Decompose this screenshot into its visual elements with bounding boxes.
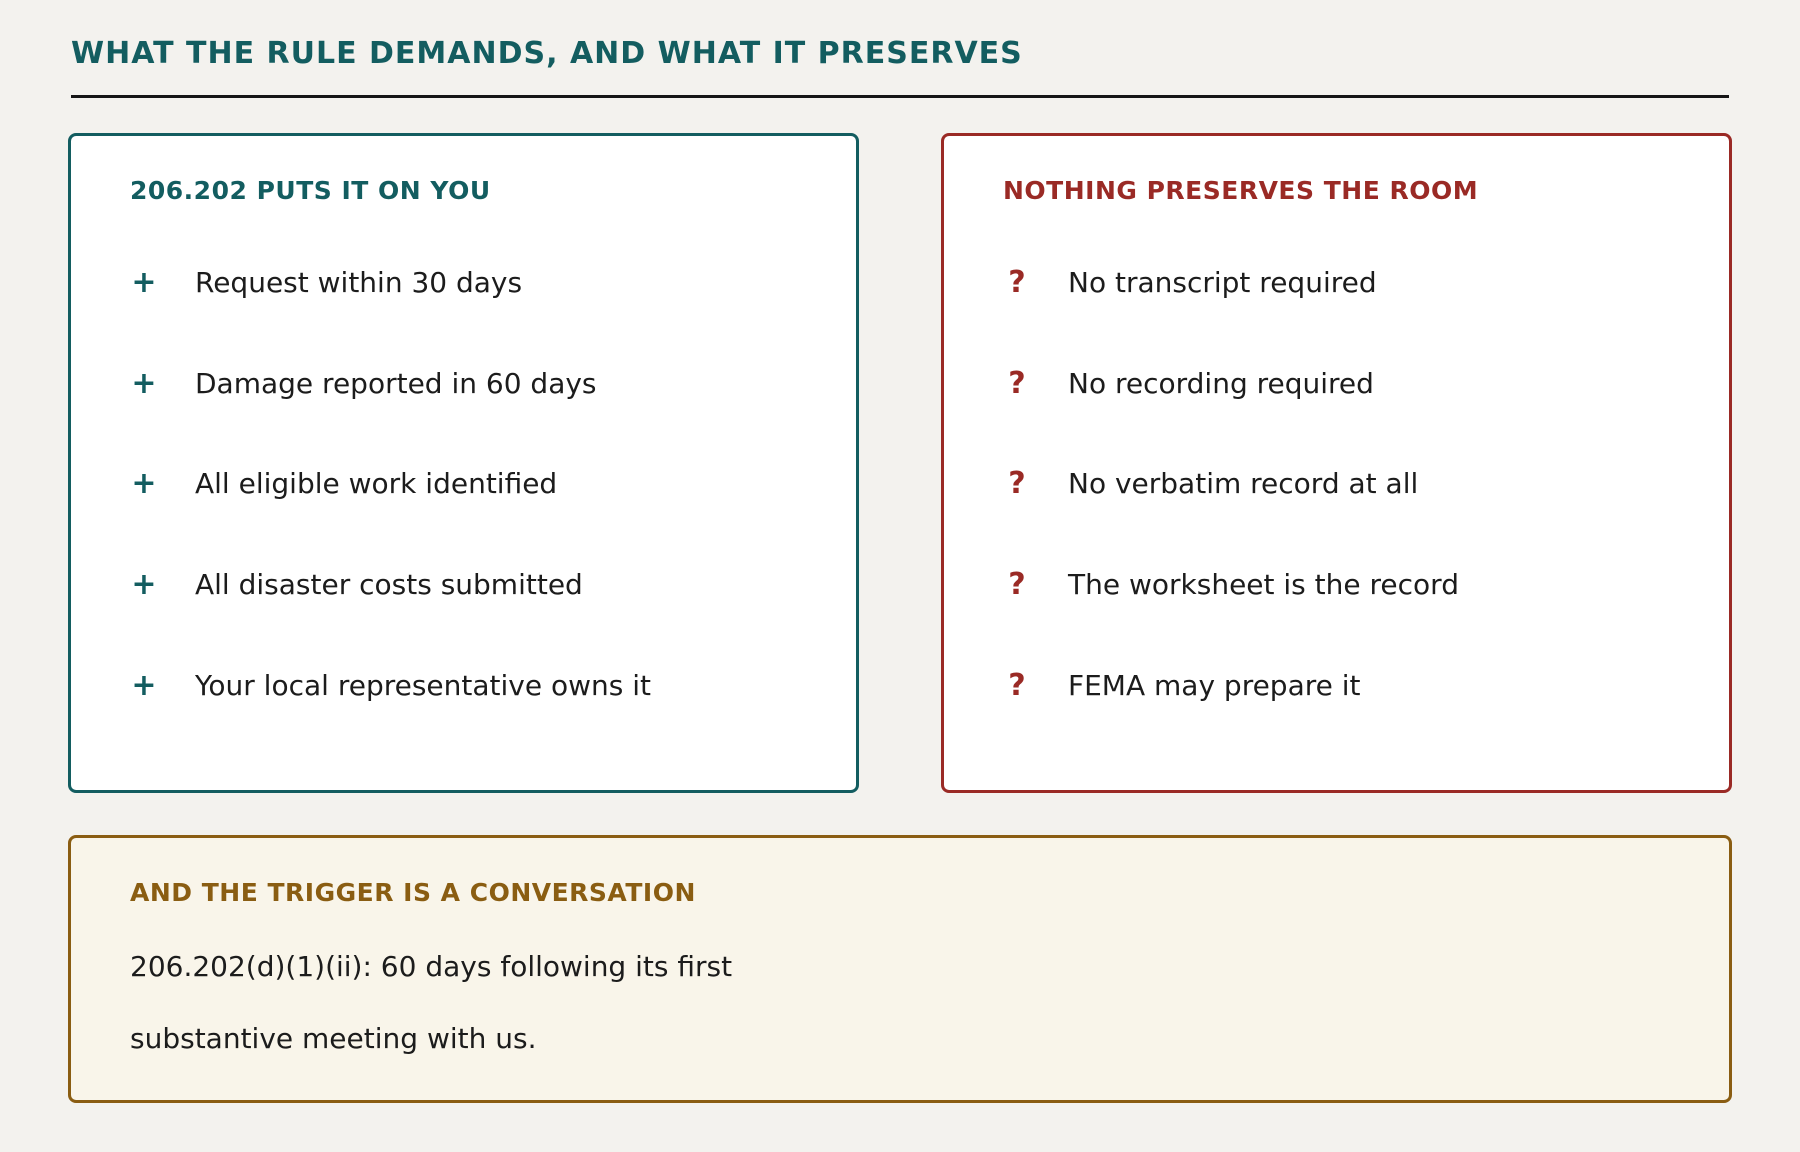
plus-icon: + [131, 265, 157, 300]
gaps-heading: NOTHING PRESERVES THE ROOM [1003, 176, 1479, 205]
plus-icon: + [131, 668, 157, 703]
requirement-text: Damage reported in 60 days [195, 367, 597, 400]
gap-text: The worksheet is the record [1068, 568, 1459, 601]
requirement-text: Your local representative owns it [195, 669, 652, 702]
requirement-text: Request within 30 days [195, 266, 523, 299]
question-mark-icon: ? [1008, 366, 1026, 401]
trigger-note-line: 206.202(d)(1)(ii): 60 days following its first [130, 950, 733, 983]
requirements-heading: 206.202 PUTS IT ON YOU [130, 176, 491, 205]
plus-icon: + [131, 466, 157, 501]
requirement-text: All eligible work identified [195, 467, 558, 500]
requirements-panel [68, 133, 859, 793]
gaps-panel [941, 133, 1732, 793]
question-mark-icon: ? [1008, 466, 1026, 501]
gap-text: No verbatim record at all [1068, 467, 1419, 500]
page-title: WHAT THE RULE DEMANDS, AND WHAT IT PRESERVES [71, 36, 1023, 71]
trigger-note-line: substantive meeting with us. [130, 1022, 537, 1055]
question-mark-icon: ? [1008, 265, 1026, 300]
plus-icon: + [131, 366, 157, 401]
plus-icon: + [131, 567, 157, 602]
title-divider [71, 95, 1729, 98]
requirement-text: All disaster costs submitted [195, 568, 583, 601]
trigger-note-heading: AND THE TRIGGER IS A CONVERSATION [130, 878, 696, 907]
question-mark-icon: ? [1008, 567, 1026, 602]
gap-text: No transcript required [1068, 266, 1377, 299]
trigger-note-panel [68, 835, 1732, 1103]
gap-text: No recording required [1068, 367, 1374, 400]
question-mark-icon: ? [1008, 668, 1026, 703]
gap-text: FEMA may prepare it [1068, 669, 1361, 702]
